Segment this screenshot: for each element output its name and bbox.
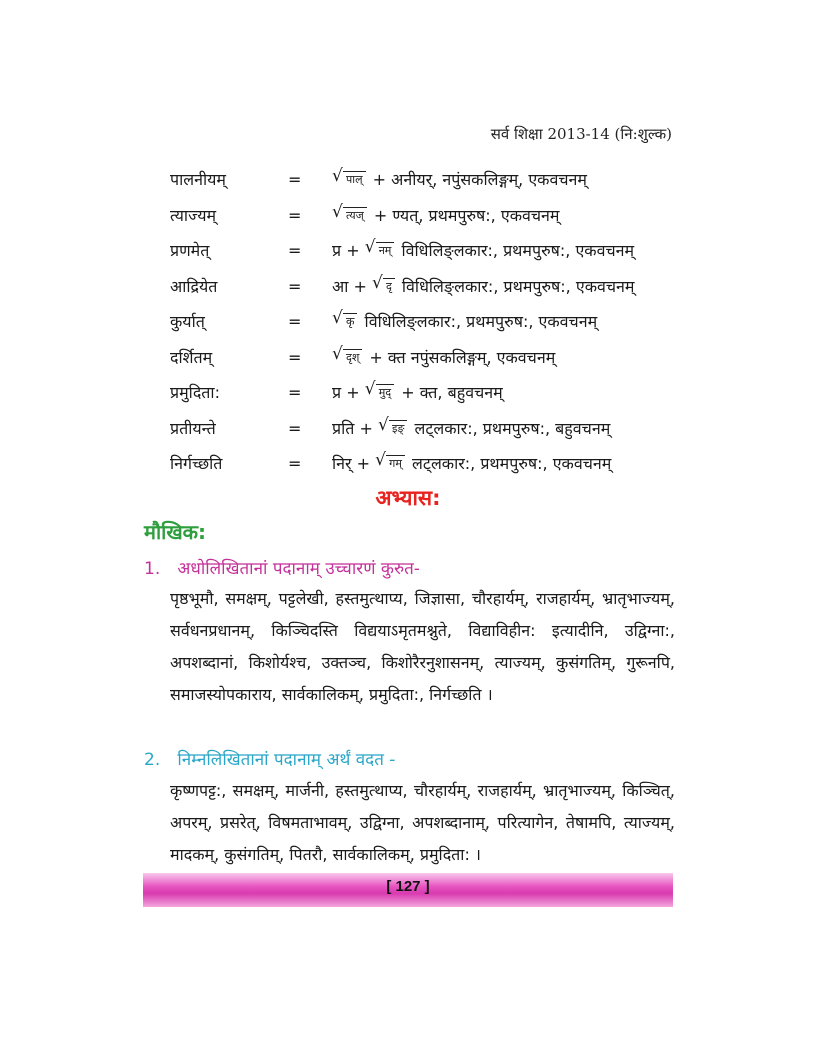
section-title: अभ्यास: xyxy=(375,486,441,510)
prefix: प्र + xyxy=(332,241,360,260)
derivation-term: आद्रियेत xyxy=(170,276,218,296)
derivation-analysis xyxy=(332,379,503,407)
derivation-analysis xyxy=(332,273,635,301)
prefix: आ + xyxy=(332,276,367,296)
derivation-row xyxy=(170,202,690,238)
root-radical: √ कृ xyxy=(343,313,357,329)
root-radical: √ दृ xyxy=(383,278,395,294)
suffix-grammar: + अनीयर्, नपुंसकलिङ्गम्, एकवचनम् xyxy=(372,170,587,189)
suffix-grammar: लट्लकार:, प्रथमपुरुष:, एकवचनम् xyxy=(412,454,612,473)
derivation-row xyxy=(170,273,690,309)
equals-sign: = xyxy=(288,276,302,296)
derivation-analysis xyxy=(332,344,555,372)
root-radical: √ नम् xyxy=(376,242,395,258)
derivation-row xyxy=(170,166,690,202)
derivation-row xyxy=(170,415,690,451)
derivation-analysis xyxy=(332,308,597,336)
equals-sign: = xyxy=(288,454,302,473)
derivation-row xyxy=(170,450,690,486)
equals-sign: = xyxy=(288,205,302,225)
root-radical: √ दृश् xyxy=(343,349,362,365)
derivation-row xyxy=(170,379,690,415)
suffix-grammar: + क्त नपुंसकलिङ्गम्, एकवचनम् xyxy=(369,347,556,367)
derivation-term: दर्शितम् xyxy=(170,347,213,367)
equals-sign: = xyxy=(288,241,302,260)
derivation-term: कुर्यात् xyxy=(170,312,205,331)
root-radical: √ त्यज् xyxy=(343,207,367,223)
derivation-term: प्रणमेत् xyxy=(170,241,210,260)
equals-sign: = xyxy=(288,312,302,331)
question-number: 1. xyxy=(144,559,161,579)
page-number: [ 127 ] xyxy=(386,878,430,895)
derivation-analysis xyxy=(332,237,634,265)
root-radical: √ पाल् xyxy=(343,171,366,187)
suffix-grammar: + क्त, बहुवचनम् xyxy=(401,383,503,402)
question-1-prompt xyxy=(144,556,420,579)
suffix-grammar: विधिलिङ्लकार:, प्रथमपुरुष:, एकवचनम् xyxy=(401,276,635,296)
suffix-grammar: लट्लकार:, प्रथमपुरुष:, बहुवचनम् xyxy=(414,418,611,438)
question-number: 2. xyxy=(144,750,161,770)
derivation-analysis xyxy=(332,450,611,478)
derivation-row xyxy=(170,237,690,273)
root-radical: √ इङ् xyxy=(389,420,407,436)
equals-sign: = xyxy=(288,418,302,438)
oral-heading: मौखिक: xyxy=(144,520,207,544)
derivation-term: निर्गच्छति xyxy=(170,454,223,473)
prefix: प्र + xyxy=(332,383,360,402)
derivation-term: त्याज्यम् xyxy=(170,205,217,225)
question-text: निम्नलिखितानां पदानाम् अर्थं वदत - xyxy=(177,750,396,770)
suffix-grammar: विधिलिङ्लकार:, प्रथमपुरुष:, एकवचनम् xyxy=(364,312,598,331)
question-text: अधोलिखितानां पदानाम् उच्चारणं कुरुत- xyxy=(177,559,420,579)
derivation-term: पालनीयम् xyxy=(170,170,226,189)
derivation-analysis xyxy=(332,415,610,443)
derivation-term: प्रतीयन्ते xyxy=(170,418,216,438)
derivation-table xyxy=(170,166,690,486)
prefix: प्रति + xyxy=(332,418,373,438)
page-header: सर्व शिक्षा 2013-14 (नि:शुल्क) xyxy=(490,125,672,143)
derivation-term: प्रमुदिता: xyxy=(170,383,220,402)
equals-sign: = xyxy=(288,170,302,189)
root-radical: √ गम् xyxy=(386,455,405,471)
derivation-row xyxy=(170,344,690,380)
root-radical: √ मुद् xyxy=(376,384,394,400)
prefix: निर् + xyxy=(332,454,371,473)
question-2-prompt xyxy=(144,747,395,770)
suffix-grammar: + ण्यत्, प्रथमपुरुष:, एकवचनम् xyxy=(373,205,560,225)
suffix-grammar: विधिलिङ्लकार:, प्रथमपुरुष:, एकवचनम् xyxy=(401,241,635,260)
equals-sign: = xyxy=(288,383,302,402)
derivation-row xyxy=(170,308,690,344)
derivation-analysis xyxy=(332,166,587,194)
question-1-body: पृष्ठभूमौ, समक्षम्, पट्टलेखी, हस्तमुत्थाप्य, जिज्ञासा, चौरहार्यम्, राजहार्यम्, भ्रातृभाज्यम्, सर्वधनप्रधानम्, किञ्चिदस्ति विद्ययाऽमृतमश्नुते, विद्याविहीन: इत्यादीनि, उद्विग्ना:, अपशब्दानां, किशोर्यश्च, उक्तञ्च, किशोरैरनुशासनम्, त्याज्यम्, कुसंगतिम्, गुरूनपि, समाजस्योपकाराय, सार्वकालिकम्, प्रमुदिता:, निर्गच्छति । xyxy=(170,589,675,704)
derivation-analysis xyxy=(332,202,560,230)
question-2-body: कृष्णपट्ट:, समक्षम्, मार्जनी, हस्तमुत्थाप्य, चौरहार्यम्, राजहार्यम्, भ्रातृभाज्यम्, किञ्चित्, अपरम्, प्रसरेत्, विषमताभावम्, उद्विग्ना, अपशब्दानाम्, परित्यागेन, तेषामपि, त्याज्यम्, मादकम्, कुसंगतिम्, पितरौ, सार्वकालिकम्, प्रमुदिता: । xyxy=(170,781,675,864)
equals-sign: = xyxy=(288,347,302,367)
